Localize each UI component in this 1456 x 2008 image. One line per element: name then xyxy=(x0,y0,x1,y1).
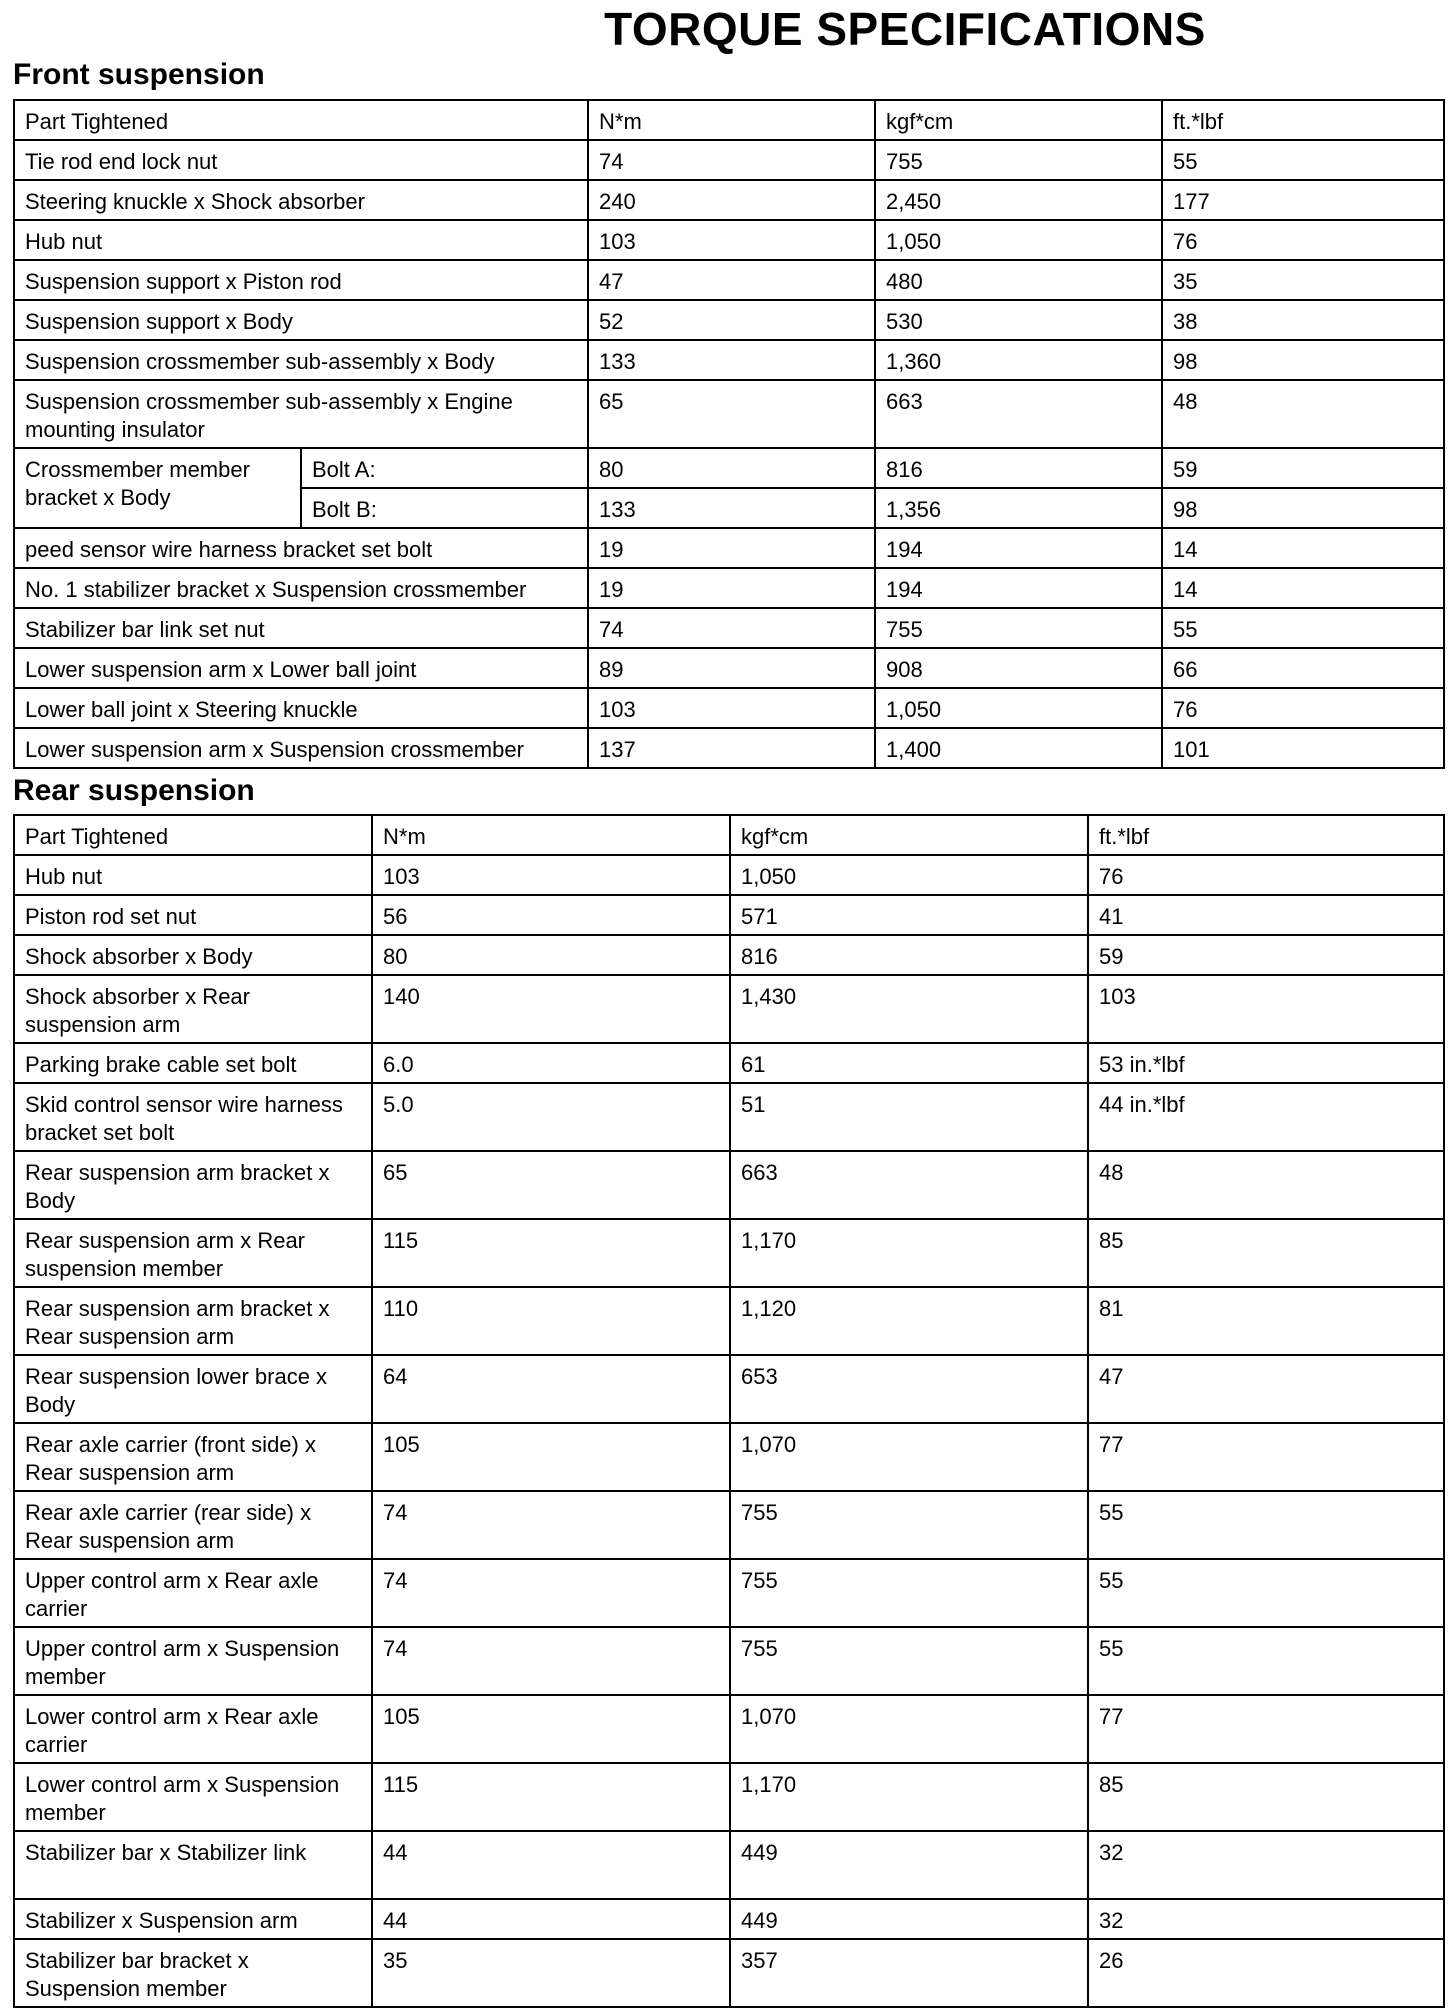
ftlbf-cell: 59 xyxy=(1162,448,1444,488)
kgfcm-cell: 571 xyxy=(730,895,1088,935)
table-row xyxy=(14,1559,1444,1627)
ftlbf-cell: 38 xyxy=(1162,300,1444,340)
table-row xyxy=(14,1939,1444,2007)
nm-cell: 133 xyxy=(588,340,875,380)
kgfcm-cell: 194 xyxy=(875,528,1162,568)
kgfcm-cell: 449 xyxy=(730,1899,1088,1939)
nm-cell: 44 xyxy=(372,1831,730,1899)
kgfcm-cell: 755 xyxy=(875,608,1162,648)
part-cell: Rear suspension arm x Rear suspension member xyxy=(14,1219,372,1287)
part-cell: Shock absorber x Rear suspension arm xyxy=(14,975,372,1043)
nm-cell: 105 xyxy=(372,1695,730,1763)
page-title: TORQUE SPECIFICATIONS xyxy=(604,3,1206,55)
table-row xyxy=(14,1831,1444,1899)
kgfcm-cell: 1,170 xyxy=(730,1763,1088,1831)
bolt-cell: Bolt B: xyxy=(301,488,588,528)
kgfcm-cell: 480 xyxy=(875,260,1162,300)
nm-cell: 5.0 xyxy=(372,1083,730,1151)
kgfcm-cell: 1,070 xyxy=(730,1423,1088,1491)
nm-cell: 140 xyxy=(372,975,730,1043)
ftlbf-cell: 59 xyxy=(1088,935,1444,975)
ftlbf-cell: 44 in.*lbf xyxy=(1088,1083,1444,1151)
rear-suspension-heading: Rear suspension xyxy=(13,774,255,807)
table-row xyxy=(14,1355,1444,1423)
ftlbf-cell: 98 xyxy=(1162,340,1444,380)
kgfcm-cell: 1,360 xyxy=(875,340,1162,380)
table-row xyxy=(14,140,1444,180)
ftlbf-cell: 66 xyxy=(1162,648,1444,688)
table-row xyxy=(14,260,1444,300)
kgfcm-cell: 449 xyxy=(730,1831,1088,1899)
kgfcm-cell: 816 xyxy=(875,448,1162,488)
part-cell: Skid control sensor wire harness bracket set bolt xyxy=(14,1083,372,1151)
ftlbf-cell: 85 xyxy=(1088,1763,1444,1831)
table-row xyxy=(14,1043,1444,1083)
part-cell: Lower ball joint x Steering knuckle xyxy=(14,688,588,728)
ftlbf-cell: 177 xyxy=(1162,180,1444,220)
part-cell: Steering knuckle x Shock absorber xyxy=(14,180,588,220)
table-row xyxy=(14,1083,1444,1151)
kgfcm-cell: 1,356 xyxy=(875,488,1162,528)
ftlbf-cell: 55 xyxy=(1162,608,1444,648)
nm-cell: 137 xyxy=(588,728,875,768)
nm-cell: 44 xyxy=(372,1899,730,1939)
ftlbf-cell: 48 xyxy=(1088,1151,1444,1219)
part-cell: Lower control arm x Rear axle carrier xyxy=(14,1695,372,1763)
kgfcm-cell: kgf*cm xyxy=(875,100,1162,140)
kgfcm-cell: 755 xyxy=(730,1491,1088,1559)
ftlbf-cell: 76 xyxy=(1088,855,1444,895)
kgfcm-cell: 908 xyxy=(875,648,1162,688)
kgfcm-cell: 1,430 xyxy=(730,975,1088,1043)
front-suspension-table xyxy=(13,99,1445,769)
nm-cell: 74 xyxy=(372,1491,730,1559)
part-cell: Suspension support x Body xyxy=(14,300,588,340)
nm-cell: 115 xyxy=(372,1219,730,1287)
ftlbf-cell: 55 xyxy=(1162,140,1444,180)
kgfcm-cell: 816 xyxy=(730,935,1088,975)
nm-cell: 19 xyxy=(588,568,875,608)
nm-cell: 105 xyxy=(372,1423,730,1491)
ftlbf-cell: 41 xyxy=(1088,895,1444,935)
nm-cell: 74 xyxy=(588,608,875,648)
kgfcm-cell: 1,050 xyxy=(730,855,1088,895)
ftlbf-cell: 32 xyxy=(1088,1831,1444,1899)
kgfcm-cell: 1,050 xyxy=(875,220,1162,260)
table-row xyxy=(14,855,1444,895)
ftlbf-cell: 53 in.*lbf xyxy=(1088,1043,1444,1083)
part-cell: Part Tightened xyxy=(14,100,588,140)
nm-cell: 56 xyxy=(372,895,730,935)
ftlbf-cell: 26 xyxy=(1088,1939,1444,2007)
nm-cell: 80 xyxy=(588,448,875,488)
table-row xyxy=(14,220,1444,260)
part-cell: Lower control arm x Suspension member xyxy=(14,1763,372,1831)
nm-cell: 52 xyxy=(588,300,875,340)
ftlbf-cell: 98 xyxy=(1162,488,1444,528)
ftlbf-cell: 32 xyxy=(1088,1899,1444,1939)
nm-cell: 19 xyxy=(588,528,875,568)
rear-suspension-table xyxy=(13,814,1445,2008)
kgfcm-cell: kgf*cm xyxy=(730,815,1088,855)
table-row xyxy=(14,1627,1444,1695)
kgfcm-cell: 663 xyxy=(730,1151,1088,1219)
ftlbf-cell: ft.*lbf xyxy=(1088,815,1444,855)
part-cell: Rear axle carrier (rear side) x Rear suspension arm xyxy=(14,1491,372,1559)
part-cell: Parking brake cable set bolt xyxy=(14,1043,372,1083)
part-cell: Suspension support x Piston rod xyxy=(14,260,588,300)
part-cell: Part Tightened xyxy=(14,815,372,855)
kgfcm-cell: 1,050 xyxy=(875,688,1162,728)
kgfcm-cell: 1,400 xyxy=(875,728,1162,768)
ftlbf-cell: 101 xyxy=(1162,728,1444,768)
kgfcm-cell: 194 xyxy=(875,568,1162,608)
nm-cell: 74 xyxy=(588,140,875,180)
part-cell: peed sensor wire harness bracket set bolt xyxy=(14,528,588,568)
kgfcm-cell: 1,120 xyxy=(730,1287,1088,1355)
part-cell: Stabilizer bar x Stabilizer link xyxy=(14,1831,372,1899)
nm-cell: 240 xyxy=(588,180,875,220)
front-suspension-heading: Front suspension xyxy=(13,58,265,91)
ftlbf-cell: 48 xyxy=(1162,380,1444,448)
kgfcm-cell: 755 xyxy=(875,140,1162,180)
part-cell: Upper control arm x Suspension member xyxy=(14,1627,372,1695)
table-row xyxy=(14,1423,1444,1491)
part-cell: Stabilizer bar link set nut xyxy=(14,608,588,648)
table-row xyxy=(14,608,1444,648)
ftlbf-cell: 35 xyxy=(1162,260,1444,300)
table-row xyxy=(14,975,1444,1043)
part-cell: Rear suspension arm bracket x Body xyxy=(14,1151,372,1219)
nm-cell: N*m xyxy=(372,815,730,855)
ftlbf-cell: 14 xyxy=(1162,528,1444,568)
table-row xyxy=(14,448,1444,488)
bolt-cell: Bolt A: xyxy=(301,448,588,488)
part-cell: Suspension crossmember sub-assembly x Body xyxy=(14,340,588,380)
nm-cell: 115 xyxy=(372,1763,730,1831)
nm-cell: 110 xyxy=(372,1287,730,1355)
kgfcm-cell: 663 xyxy=(875,380,1162,448)
table-row xyxy=(14,1695,1444,1763)
part-cell: Stabilizer bar bracket x Suspension member xyxy=(14,1939,372,2007)
table-row xyxy=(14,568,1444,608)
kgfcm-cell: 530 xyxy=(875,300,1162,340)
part-cell: Stabilizer x Suspension arm xyxy=(14,1899,372,1939)
table-row xyxy=(14,380,1444,448)
part-cell: Tie rod end lock nut xyxy=(14,140,588,180)
table-row xyxy=(14,1287,1444,1355)
kgfcm-cell: 1,170 xyxy=(730,1219,1088,1287)
table-row xyxy=(14,300,1444,340)
kgfcm-cell: 61 xyxy=(730,1043,1088,1083)
table-row xyxy=(14,895,1444,935)
part-cell: No. 1 stabilizer bracket x Suspension crossmember xyxy=(14,568,588,608)
kgfcm-cell: 357 xyxy=(730,1939,1088,2007)
nm-cell: 103 xyxy=(588,688,875,728)
table-header-row xyxy=(14,815,1444,855)
table-row xyxy=(14,528,1444,568)
table-header-row xyxy=(14,100,1444,140)
part-cell: Shock absorber x Body xyxy=(14,935,372,975)
table-row xyxy=(14,340,1444,380)
kgfcm-cell: 2,450 xyxy=(875,180,1162,220)
part-cell: Rear suspension lower brace x Body xyxy=(14,1355,372,1423)
nm-cell: 74 xyxy=(372,1559,730,1627)
kgfcm-cell: 653 xyxy=(730,1355,1088,1423)
nm-cell: 133 xyxy=(588,488,875,528)
nm-cell: 80 xyxy=(372,935,730,975)
nm-cell: 47 xyxy=(588,260,875,300)
ftlbf-cell: 76 xyxy=(1162,220,1444,260)
nm-cell: 6.0 xyxy=(372,1043,730,1083)
ftlbf-cell: 81 xyxy=(1088,1287,1444,1355)
table-row xyxy=(14,935,1444,975)
kgfcm-cell: 755 xyxy=(730,1627,1088,1695)
table-row xyxy=(14,1763,1444,1831)
part-cell: Rear axle carrier (front side) x Rear suspension arm xyxy=(14,1423,372,1491)
part-cell: Lower suspension arm x Lower ball joint xyxy=(14,648,588,688)
ftlbf-cell: 103 xyxy=(1088,975,1444,1043)
table-row xyxy=(14,648,1444,688)
table-row xyxy=(14,688,1444,728)
part-cell: Piston rod set nut xyxy=(14,895,372,935)
part-cell: Hub nut xyxy=(14,220,588,260)
nm-cell: 35 xyxy=(372,1939,730,2007)
ftlbf-cell: 55 xyxy=(1088,1559,1444,1627)
part-cell: Upper control arm x Rear axle carrier xyxy=(14,1559,372,1627)
nm-cell: 89 xyxy=(588,648,875,688)
ftlbf-cell: 55 xyxy=(1088,1627,1444,1695)
table-row xyxy=(14,1491,1444,1559)
ftlbf-cell: 77 xyxy=(1088,1423,1444,1491)
ftlbf-cell: 85 xyxy=(1088,1219,1444,1287)
kgfcm-cell: 755 xyxy=(730,1559,1088,1627)
ftlbf-cell: 47 xyxy=(1088,1355,1444,1423)
nm-cell: 103 xyxy=(372,855,730,895)
ftlbf-cell: ft.*lbf xyxy=(1162,100,1444,140)
table-row xyxy=(14,1899,1444,1939)
ftlbf-cell: 14 xyxy=(1162,568,1444,608)
nm-cell: 64 xyxy=(372,1355,730,1423)
ftlbf-cell: 76 xyxy=(1162,688,1444,728)
ftlbf-cell: 55 xyxy=(1088,1491,1444,1559)
nm-cell: 74 xyxy=(372,1627,730,1695)
table-row xyxy=(14,1219,1444,1287)
ftlbf-cell: 77 xyxy=(1088,1695,1444,1763)
table-row xyxy=(14,728,1444,768)
part-cell: Hub nut xyxy=(14,855,372,895)
nm-cell: 103 xyxy=(588,220,875,260)
part-cell: Lower suspension arm x Suspension crossmember xyxy=(14,728,588,768)
kgfcm-cell: 1,070 xyxy=(730,1695,1088,1763)
table-row xyxy=(14,1151,1444,1219)
part-cell: Crossmember member bracket x Body xyxy=(14,448,301,528)
part-cell: Rear suspension arm bracket x Rear suspension arm xyxy=(14,1287,372,1355)
nm-cell: 65 xyxy=(588,380,875,448)
part-cell: Suspension crossmember sub-assembly x Engine mounting insulator xyxy=(14,380,588,448)
table-row xyxy=(14,180,1444,220)
nm-cell: N*m xyxy=(588,100,875,140)
kgfcm-cell: 51 xyxy=(730,1083,1088,1151)
nm-cell: 65 xyxy=(372,1151,730,1219)
